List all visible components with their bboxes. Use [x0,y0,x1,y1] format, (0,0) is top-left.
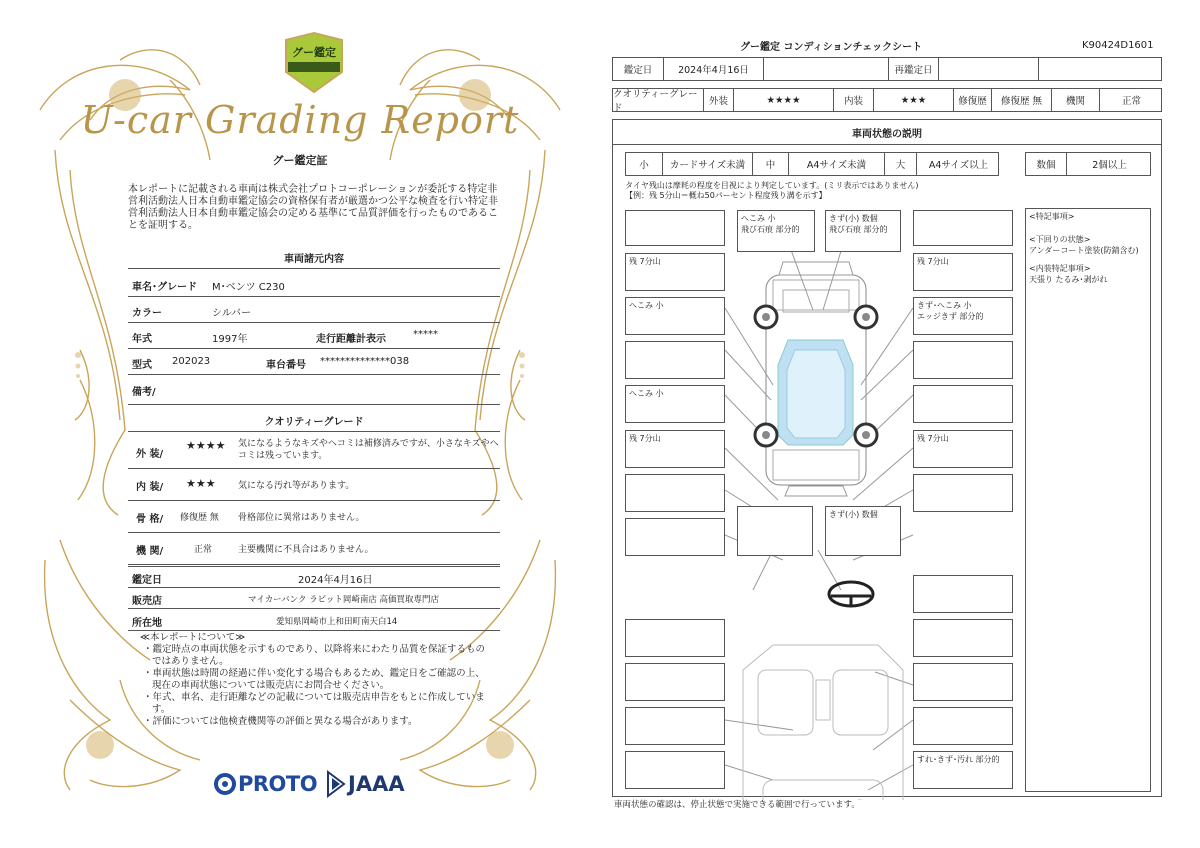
damage-box [625,707,725,745]
damage-box-interior: すれ･きず･汚れ 部分的 [913,751,1013,789]
exterior-label: 外装 [703,89,733,111]
note-item: ・鑑定時点の車両状態を示すものであり、以降将来にわたり品質を保証するものではありません。 [143,644,486,667]
date-value: 2024年4月16日 [298,575,373,586]
notes-title: ≪本レポートについて≫ [140,632,246,643]
damage-box [625,663,725,701]
interior-notes-text: 天張り たるみ･剥がれ [1029,275,1108,284]
spec-row-name [128,272,500,297]
quality-heading: クオリティーグレード [264,417,364,428]
sheet-title: グー鑑定 コンディションチェックシート [740,42,923,53]
repair-history-label: 修復歴 [953,89,991,111]
model-value: 202023 [172,356,211,367]
damage-box [913,474,1013,512]
name-label: 車名･グレード [132,282,197,293]
damage-box [913,385,1013,423]
proto-logo-icon [214,772,238,798]
jaaa-logo-icon [326,770,346,798]
exterior-stars: ★★★★ [186,439,226,452]
model-label: 型式 [132,360,152,371]
steering-wheel-icon [829,582,873,606]
note-item: ・車両状態は時間の経過に伴い変化する場合もあるため、鑑定日をご確認の上、現在の車両状態については販売店にお問合せください。 [143,668,485,691]
tire-rear-right-icon [855,424,877,446]
damage-box [913,341,1013,379]
shop-label: 販売店 [132,596,162,607]
damage-box-left-dent1: へこみ 小 [625,297,725,335]
damage-box [625,210,725,246]
quality-row-engine [128,534,500,565]
damage-box [913,707,1013,745]
spec-row-model [128,350,500,375]
damage-box [625,518,725,556]
frame-value: 修復歴 無 [180,513,219,523]
grade-table [612,88,1162,112]
interior-text: 気になる汚れ等があります。 [238,481,355,491]
size-mid: 中 [752,153,788,175]
underbody-text: アンダーコート塗装(防錆含む) [1029,246,1139,255]
chassis-value: **************038 [320,356,410,367]
damage-box-front-right: きず(小) 数個 飛び石痕 部分的 [825,210,901,252]
spec-row-color [128,298,500,323]
date-label: 鑑定日 [132,575,162,586]
size-large: 大 [884,153,916,175]
exterior-text: 気になるようなキズやヘコミは補修済みですが、小さなキズやヘコミは残っています。 [238,439,499,461]
special-notes-box [1025,208,1151,792]
tire-front-left-icon [755,306,777,328]
appraisal-date-label: 鑑定日 [623,65,653,76]
damage-box [625,341,725,379]
damage-box-left-dent2: へこみ 小 [625,385,725,423]
damage-box [625,474,725,512]
proto-logo: PROTO [238,772,318,796]
mileage-value: ***** [413,329,438,340]
tire-example-note: 【例：残 5分山＝概ね50パーセント程度残り溝を示す】 [625,191,827,200]
damage-box [625,619,725,657]
damage-box [913,619,1013,657]
car-interior-outline-icon [743,645,903,800]
certificate-statement: 本レポートに記載される車両は株式会社プロトコーポレーションが委託する特定非営利活動法人日本自動車鑑定協会の資格保有者が厳選かつ公平な検査を行い特定非営利活動法人日本自動車鑑定協会の定める基準にて品質評価を行ったものであることを証明する。 [128,184,498,231]
reinspection-date-label: 再鑑定日 [888,58,938,80]
date-row [128,566,500,588]
quality-row-exterior [128,434,500,469]
damage-box [913,663,1013,701]
note-item: ・評価については他検査機関等の評価と異なる場合があります。 [143,716,418,727]
jaaa-logo: JAAA [348,772,405,796]
quality-row-frame [128,502,500,533]
year-value: 1997年 [212,334,248,345]
interior-notes-title: <内装特記事項> [1029,264,1091,273]
size-legend [625,152,999,176]
damage-box [913,210,1013,246]
interior-label: 内装 [833,89,873,111]
size-mid-desc: A4サイズ未満 [788,153,884,175]
chassis-label: 車台番号 [266,360,306,371]
quality-grade-label: クオリティーグレード [613,89,698,114]
spec-row-remarks [128,376,500,405]
color-label: カラー [132,308,162,319]
tire-box-rear-left: 残 7分山 [625,430,725,468]
spec-heading: 車両諸元内容 [284,254,344,265]
engine-value: 正常 [194,545,213,555]
state-heading: 車両状態の説明 [613,120,1161,145]
goo-appraisal-badge-icon [286,33,342,92]
damage-box-front-left: へこみ 小 飛び石痕 部分的 [737,210,815,252]
spec-row-year [128,324,500,349]
damage-box [625,751,725,789]
note-item: ・年式、車名、走行距離などの記載については販売店申告をもとに作成しています。 [143,692,485,715]
name-value: M･ベンツ C230 [212,282,285,293]
special-notes-title: <特記事項> [1029,212,1075,221]
engine-label: 機関 [1051,89,1099,111]
steering-box [913,575,1013,613]
mileage-label: 走行距離計表示 [316,334,386,345]
remarks-label: 備考/ [132,387,156,398]
damage-box-right-scratch: きず･へこみ 小 エッジきず 部分的 [913,297,1013,335]
certificate-title: グー鑑定証 [272,154,328,167]
tire-box-rear-right: 残 7分山 [913,430,1013,468]
interior-label: 内 装/ [136,482,164,493]
badge-label: グー鑑定 [292,46,336,59]
frame-text: 骨格部位に異常はありません。 [238,513,365,523]
engine-text: 主要機関に不具合はありません。 [238,545,374,555]
engine-label: 機 関/ [136,546,164,557]
script-title: U-car Grading Report [80,98,520,142]
size-small: 小 [639,160,649,171]
address-value: 愛知県岡崎市上和田町南天白14 [276,617,398,627]
damage-box [737,506,813,556]
tire-box-front-right: 残 7分山 [913,253,1013,291]
vehicle-state-panel [612,119,1162,797]
shop-row [128,588,500,609]
quality-row-interior [128,470,500,501]
address-row [128,610,500,631]
year-label: 年式 [132,334,152,345]
count-desc: 2個以上 [1066,153,1152,175]
tire-box-front-left: 残 7分山 [625,253,725,291]
sheet-footer: 車両状態の確認は、停止状態で実施できる範囲で行っています。 [614,800,860,810]
interior-stars: ★★★ [186,477,216,490]
engine-value: 正常 [1099,89,1163,111]
size-small-desc: カードサイズ未満 [662,153,752,175]
size-large-desc: A4サイズ以上 [916,153,1000,175]
interior-stars: ★★★ [873,89,953,111]
date-table [612,57,1162,81]
count-label: 数個 [1036,160,1056,171]
tire-note: タイヤ残山は摩耗の程度を目視により判定しています。(ミリ表示ではありません) [625,181,919,190]
frame-label: 骨 格/ [136,514,164,525]
exterior-stars: ★★★★ [733,89,833,111]
underbody-title: <下回りの状態> [1029,235,1091,244]
tire-front-right-icon [855,306,877,328]
exterior-label: 外 装/ [136,449,164,460]
color-value: シルバー [212,308,252,319]
report-notes [140,632,490,728]
damage-box-rear: きず(小) 数個 [825,506,901,556]
appraisal-date-value: 2024年4月16日 [663,58,763,80]
condition-check-sheet [600,0,1200,848]
document-id: K90424D1601 [1082,40,1154,51]
tire-rear-left-icon [755,424,777,446]
count-legend [1025,152,1151,176]
address-label: 所在地 [132,618,162,629]
shop-value: マイカーバンク ラビット岡崎南店 高価買取専門店 [248,595,440,605]
repair-history-value: 修復歴 無 [991,89,1051,111]
